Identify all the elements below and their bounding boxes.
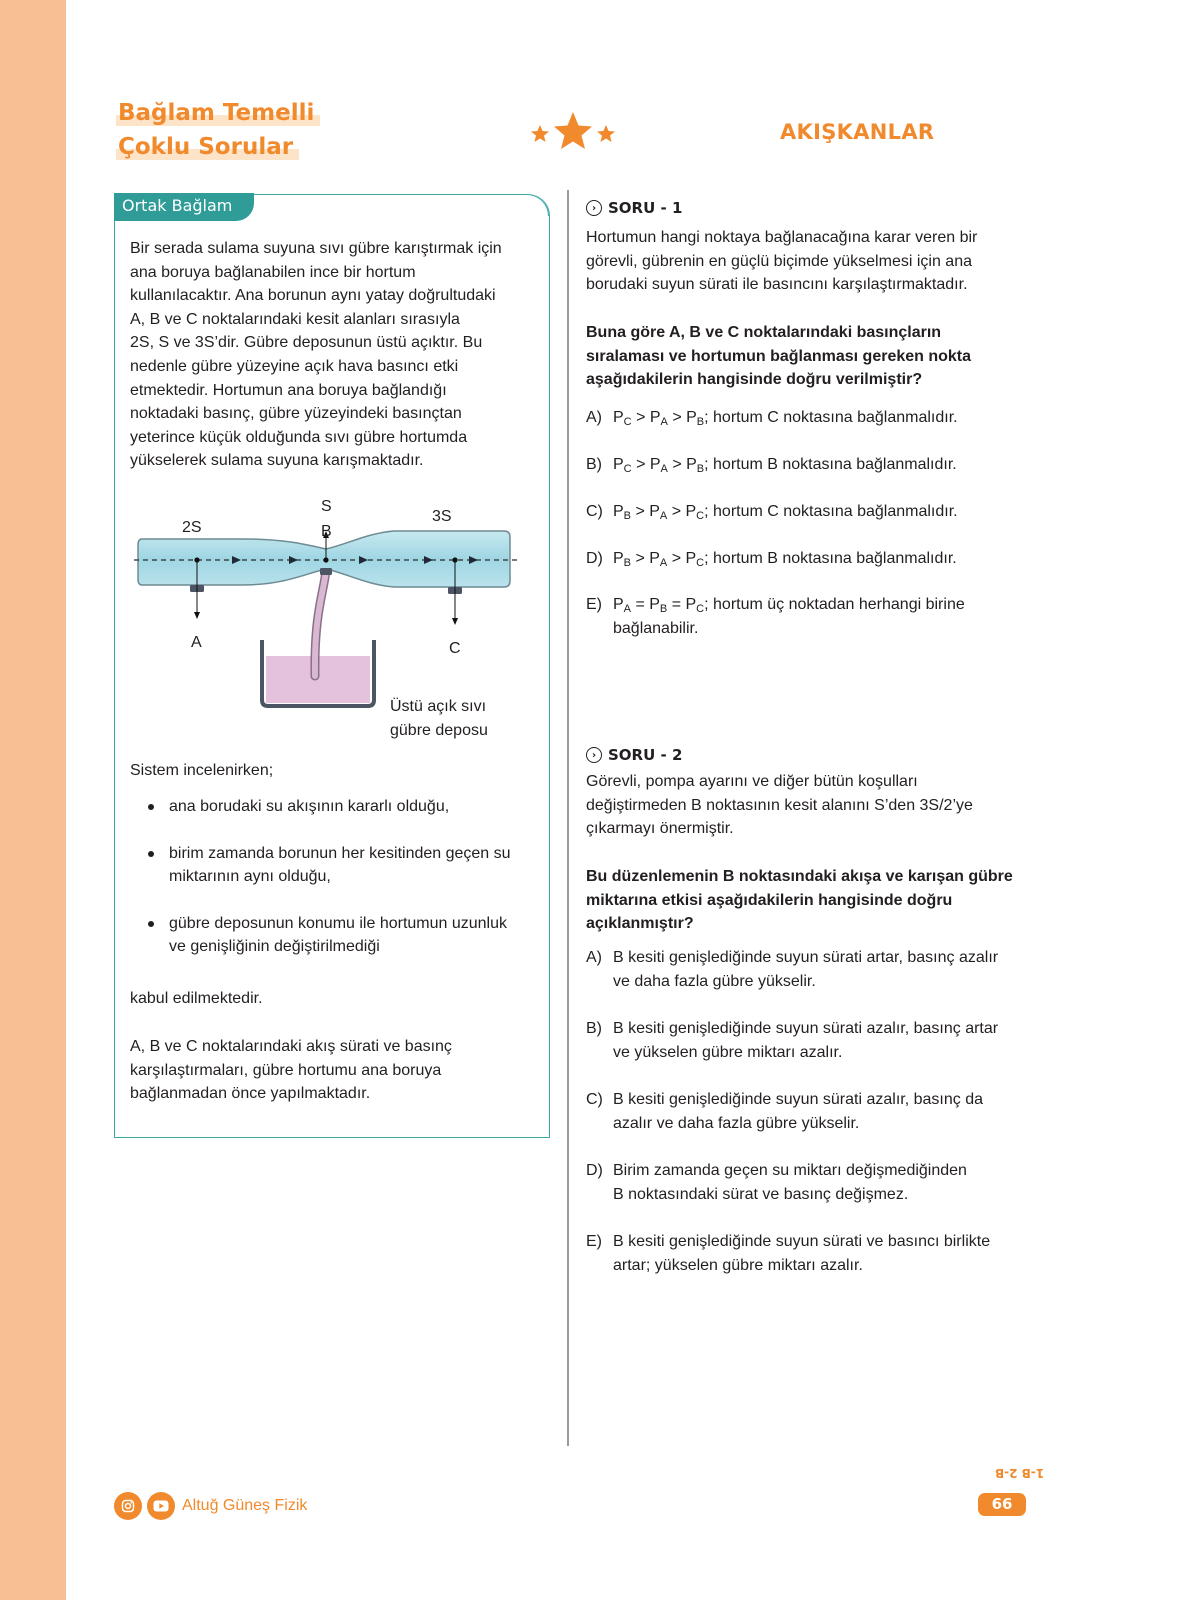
q1-option-e[interactable]: [586, 593, 1036, 640]
text-line: Hortumun hangi noktaya bağlanacağına karar veren bir: [586, 229, 978, 246]
question-2-label: SORU - 2: [608, 746, 683, 764]
text-line: A, B ve C noktalarındaki kesit alanları sırasıyla: [130, 310, 460, 328]
option-text: [613, 1017, 1036, 1064]
closing-note: [130, 1035, 452, 1106]
text-line: aşağıdakilerin hangisinde doğru verilmiştir?: [586, 371, 923, 389]
text-line: miktarına etkisi aşağıdakilerin hangisinde doğru: [586, 891, 953, 909]
option-line2: ve daha fazla gübre yükselir.: [613, 972, 816, 990]
pressure-symbol: P: [613, 503, 624, 520]
pressure-symbol: P: [649, 503, 660, 520]
connector-b: [320, 568, 332, 575]
option-letter: E): [586, 1233, 602, 1250]
comparison-operator: =: [631, 596, 650, 613]
label-c: C: [449, 640, 461, 657]
option-letter: C): [586, 503, 603, 520]
text-line: ve genişliğinin değiştirilmediği: [169, 938, 380, 956]
text-line: görevli, gübrenin en güçlü biçimde yükselmesi için ana: [586, 252, 972, 270]
option-text: [613, 593, 1036, 640]
question-2-stem: [586, 770, 1026, 841]
option-line1: B kesiti genişlediğinde suyun sürati azalır, basınç da: [613, 1091, 983, 1108]
question-2-prompt: [586, 865, 1026, 936]
pipe-diagram: [134, 492, 534, 744]
comparison-operator: >: [631, 503, 650, 520]
text-line: yeterince küçük olduğunda sıvı gübre hortumda: [130, 428, 468, 446]
pressure-symbol: P: [685, 550, 697, 567]
option-line2: B noktasındaki sürat ve basınç değişmez.: [613, 1185, 909, 1203]
q1-option-b[interactable]: [586, 453, 1036, 477]
text-line: miktarının aynı olduğu,: [169, 868, 331, 886]
option-line2: azalır ve daha fazla gübre yükselir.: [613, 1114, 860, 1132]
pressure-subscript: A: [659, 510, 668, 522]
option-line1: B kesiti genişlediğinde suyun sürati artar, basınç azalır: [613, 949, 999, 966]
comparison-operator: >: [631, 409, 650, 426]
option-rest: ; hortum C noktasına bağlanmalıdır.: [704, 503, 958, 520]
pressure-symbol: P: [613, 596, 624, 613]
pressure-subscript: C: [623, 416, 632, 428]
section-title: [116, 100, 320, 168]
label-s: S: [321, 498, 332, 515]
pressure-subscript: C: [696, 510, 705, 522]
question-2-header: [586, 746, 682, 764]
comparison-operator: >: [667, 456, 687, 473]
unit-title: AKIŞKANLAR: [780, 120, 935, 144]
pressure-symbol: P: [649, 409, 661, 426]
chevron-right-icon: ›: [586, 200, 602, 216]
pressure-symbol: P: [686, 409, 697, 426]
tank-label: [390, 695, 488, 742]
text-line: ana boruya bağlanabilen ince bir hortum: [130, 263, 416, 281]
option-letter: B): [586, 1020, 602, 1037]
pressure-symbol: P: [685, 503, 697, 520]
text-line: Görevli, pompa ayarını ve diğer bütün koşulları: [586, 773, 918, 790]
pressure-subscript: A: [660, 416, 668, 428]
option-rest: ; hortum B noktasına bağlanmalıdır.: [704, 550, 957, 567]
option-line1: Birim zamanda geçen su miktarı değişmediğinden: [613, 1162, 967, 1179]
pressure-symbol: P: [613, 409, 624, 426]
option-letter: A): [586, 409, 602, 426]
pressure-subscript: B: [696, 463, 705, 475]
pressure-symbol: P: [613, 456, 624, 473]
assumptions-intro: Sistem incelenirken;: [130, 762, 274, 779]
instagram-icon[interactable]: [114, 1492, 142, 1520]
side-color-band: [0, 0, 66, 1600]
context-intro: [130, 237, 502, 473]
pressure-symbol: P: [649, 596, 660, 613]
option-text: [613, 406, 1036, 430]
text-line: Bir serada sulama suyuna sıvı gübre karıştırmak için: [130, 240, 502, 257]
channel-name: Altuğ Güneş Fizik: [182, 1497, 308, 1514]
label-a: A: [191, 634, 202, 651]
option-text: [613, 1088, 1036, 1135]
text-line: sıralaması ve hortumun bağlanması gereken nokta: [586, 347, 972, 365]
option-line2: artar; yükselen gübre miktarı azalır.: [613, 1256, 863, 1274]
option-rest: ; hortum C noktasına bağlanmalıdır.: [704, 409, 958, 426]
question-1-label: SORU - 1: [608, 199, 683, 217]
list-item: [148, 842, 538, 889]
label-3s: 3S: [432, 508, 452, 525]
pressure-subscript: A: [660, 463, 668, 475]
option-letter: B): [586, 456, 602, 473]
option-letter: A): [586, 949, 602, 966]
label-b: B: [321, 523, 332, 540]
text-line: yükselerek sulama suyuna karışmaktadır.: [130, 452, 424, 470]
tank-label-line2: gübre deposu: [390, 721, 488, 739]
option-line1: B kesiti genişlediğinde suyun sürati ve basıncı birlikte: [613, 1233, 991, 1250]
q2-option-b[interactable]: [586, 1017, 1036, 1064]
text-line: açıklanmıştır?: [586, 915, 694, 933]
option-line1: B kesiti genişlediğinde suyun sürati azalır, basınç artar: [613, 1020, 999, 1037]
section-title-line1: Bağlam Temelli: [116, 100, 320, 126]
q2-option-a[interactable]: [586, 946, 1036, 993]
text-line: nedenle gübre yüzeyine açık hava basıncı etki: [130, 357, 459, 375]
text-line: karşılaştırmaları, gübre hortumu ana boruya: [130, 1061, 442, 1079]
tank-label-line1: Üstü açık sıvı: [390, 698, 487, 715]
text-line: ana borudaki su akışının kararlı olduğu,: [169, 798, 450, 815]
text-line: borudaki suyun sürati ile basıncını karşılaştırmaktadır.: [586, 276, 968, 294]
text-line: noktadaki basınç, gübre yüzeyindeki basınçtan: [130, 405, 462, 423]
text-line: Buna göre A, B ve C noktalarındaki basınçların: [586, 324, 942, 341]
assumptions-list: [148, 795, 538, 982]
youtube-icon[interactable]: [147, 1492, 175, 1520]
q1-option-a[interactable]: [586, 406, 1036, 430]
q1-option-c[interactable]: [586, 500, 1036, 524]
label-2s: 2S: [182, 519, 202, 536]
comparison-operator: >: [667, 550, 686, 567]
option-rest: ; hortum B noktasına bağlanmalıdır.: [704, 456, 957, 473]
text-line: 2S, S ve 3S’dir. Gübre deposunun üstü açıktır. Bu: [130, 334, 483, 352]
option-line2: ve yükselen gübre miktarı azalır.: [613, 1043, 843, 1061]
pointer-a: [194, 612, 200, 619]
pressure-symbol: P: [685, 596, 697, 613]
text-line: değiştirmeden B noktasının kesit alanını S’den 3S/2’ye: [586, 796, 973, 814]
text-line: birim zamanda borunun her kesitinden geçen su: [169, 844, 511, 862]
answer-key-code: 1-B 2-B: [995, 1466, 1045, 1480]
question-1-prompt: [586, 321, 1026, 392]
stars-icon: [528, 110, 618, 156]
option-letter: C): [586, 1091, 603, 1108]
pointer-c: [452, 618, 458, 625]
assumptions-outro: kabul edilmektedir.: [130, 990, 263, 1007]
comparison-operator: =: [667, 596, 686, 613]
pressure-subscript: B: [623, 510, 632, 522]
pressure-symbol: P: [649, 456, 661, 473]
pressure-subscript: A: [659, 557, 668, 569]
text-line: Bu düzenlemenin B noktasındaki akışa ve karışan gübre: [586, 868, 1013, 885]
option-text: [613, 1159, 1036, 1206]
page-number-badge: 66: [978, 1493, 1026, 1516]
pressure-subscript: B: [696, 416, 705, 428]
question-1-stem: [586, 226, 1026, 297]
option-rest-line2: bağlanabilir.: [613, 619, 699, 637]
chevron-right-icon: ›: [586, 747, 602, 763]
comparison-operator: >: [667, 409, 687, 426]
option-text: [613, 1230, 1036, 1277]
text-line: bağlanmadan önce yapılmaktadır.: [130, 1085, 371, 1103]
option-rest: ; hortum üç noktadan herhangi birine: [704, 596, 965, 613]
option-text: [613, 500, 1036, 524]
pressure-symbol: P: [613, 550, 624, 567]
q2-option-c[interactable]: [586, 1088, 1036, 1135]
list-item: [148, 795, 538, 819]
pressure-subscript: C: [623, 463, 632, 475]
text-line: etmektedir. Hortumun ana boruya bağlandığı: [130, 381, 447, 399]
footer-social: [114, 1492, 307, 1520]
pressure-subscript: C: [696, 603, 705, 615]
option-text: [613, 946, 1036, 993]
question-1-header: [586, 199, 682, 217]
context-tab: Ortak Bağlam: [114, 193, 254, 221]
comparison-operator: >: [667, 503, 686, 520]
text-line: kullanılacaktır. Ana borunun aynı yatay doğrultudaki: [130, 287, 496, 305]
pressure-symbol: P: [686, 456, 697, 473]
pressure-subscript: C: [696, 557, 705, 569]
pressure-subscript: A: [623, 603, 632, 615]
text-line: gübre deposunun konumu ile hortumun uzunluk: [169, 914, 508, 932]
pressure-subscript: B: [623, 557, 632, 569]
pressure-subscript: B: [659, 603, 668, 615]
pressure-symbol: P: [649, 550, 660, 567]
section-title-line2: Çoklu Sorular: [116, 134, 299, 160]
q2-option-d[interactable]: [586, 1159, 1036, 1206]
option-letter: D): [586, 1162, 603, 1179]
column-divider: [567, 190, 569, 1446]
text-line: çıkarmayı önermiştir.: [586, 820, 734, 838]
list-item: [148, 912, 538, 959]
text-line: A, B ve C noktalarındaki akış sürati ve basınç: [130, 1038, 452, 1055]
q1-option-d[interactable]: [586, 547, 1036, 571]
option-letter: E): [586, 596, 602, 613]
option-text: [613, 547, 1036, 571]
option-letter: D): [586, 550, 603, 567]
comparison-operator: >: [631, 550, 650, 567]
option-text: [613, 453, 1036, 477]
comparison-operator: >: [631, 456, 650, 473]
q2-option-e[interactable]: [586, 1230, 1036, 1277]
